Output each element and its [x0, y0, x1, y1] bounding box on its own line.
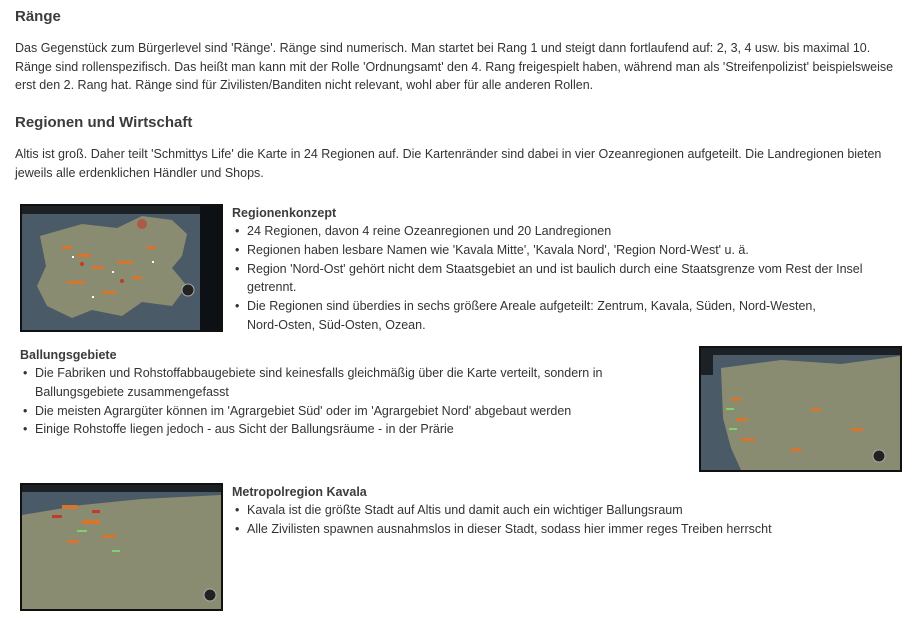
list-item: • Region 'Nord-Ost' gehört nicht dem Staatsgebiet an und ist baulich durch eine Staatsgrenze vom Rest der Insel getrennt. — [232, 260, 907, 298]
concept-title: Regionenkonzept — [232, 206, 337, 220]
list-item: • Die meisten Agrargüter können im 'Agrargebiet Süd' oder im 'Agrargebiet Nord' abgebaut werden — [20, 402, 670, 421]
list-item: • Die Regionen sind überdies in sechs größere Areale aufgeteilt: Zentrum, Kavala, Süden, Nord-Westen, Nord-Osten, Süd-Osten, Ozean. — [232, 297, 847, 335]
regions-paragraph: Altis ist groß. Daher teilt 'Schmittys Life' die Karte in 24 Regionen auf. Die Kartenränder sind dabei in vier Ozeanregionen aufgeteilt. Die Landregionen bieten jeweils alle erdenklichen Händler und Shops. — [15, 147, 882, 180]
list-item: • Kavala ist die größte Stadt auf Altis und damit auch ein wichtiger Ballungsraum — [232, 501, 912, 520]
list-item: • Alle Zivilisten spawnen ausnahmslos in dieser Stadt, sodass hier immer reges Treiben herrscht — [232, 520, 912, 539]
list-item: • Einige Rohstoffe liegen jedoch - aus Sicht der Ballungsräume - in der Prärie — [20, 420, 670, 439]
clusters-list — [20, 364, 670, 439]
range-heading: Ränge — [15, 8, 61, 25]
list-item: • Regionen haben lesbare Namen wie 'Kavala Mitte', 'Kavala Nord', 'Region Nord-West' u. ä. — [232, 241, 912, 260]
kavala-block — [232, 483, 912, 539]
map-image-kavala — [20, 483, 223, 611]
clusters-block — [20, 346, 670, 439]
kavala-title: Metropolregion Kavala — [232, 485, 367, 499]
map-image-regions — [20, 204, 223, 332]
clusters-title: Ballungsgebiete — [20, 348, 117, 362]
kavala-list — [232, 501, 912, 539]
concept-block — [232, 204, 912, 335]
map-image-clusters — [699, 346, 902, 472]
regions-heading: Regionen und Wirtschaft — [15, 114, 193, 131]
concept-list — [232, 222, 912, 335]
list-item: • 24 Regionen, davon 4 reine Ozeanregionen und 20 Landregionen — [232, 222, 912, 241]
list-item: • Die Fabriken und Rohstoffabbaugebiete sind keinesfalls gleichmäßig über die Karte verteilt, sondern in Ballungsgebiete zusammengefasst — [20, 364, 645, 402]
range-paragraph: Das Gegenstück zum Bürgerlevel sind 'Ränge'. Ränge sind numerisch. Man startet bei Rang 1 und steigt dann fortlaufend auf: 2, 3, 4 usw. bis maximal 10. Ränge sind rollenspezifisch. Das heißt man kann mit der Rolle 'Ordnungsamt' den 4. Rang freigespielt haben, während man als 'Streifenpolizist' beispielsweise erst den 2. Rang hat. Ränge sind für Zivilisten/Banditen nicht relevant, wohl aber für alle anderen Rollen. — [15, 41, 894, 92]
